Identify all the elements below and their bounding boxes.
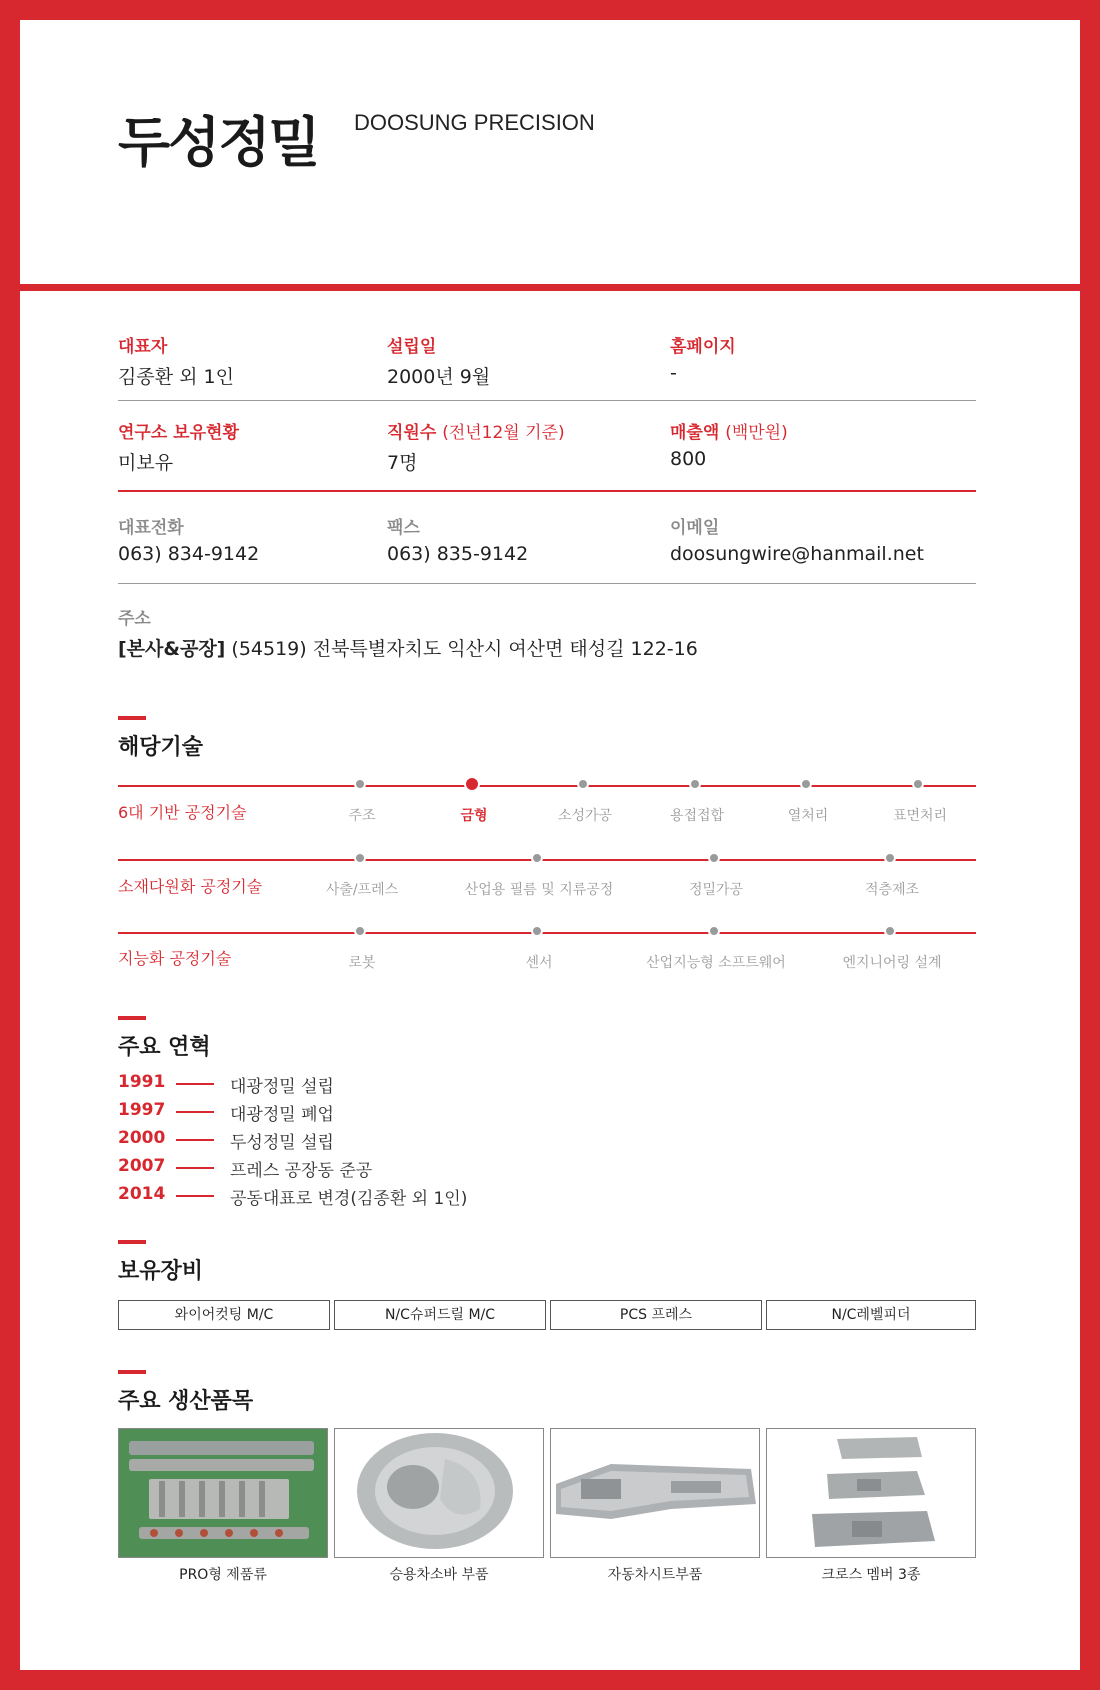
product-caption: PRO형 제품류 (179, 1567, 267, 1583)
tech-item-label: 엔지니어링 설계 (842, 955, 942, 971)
tech-dot (912, 778, 924, 790)
staff-value: 7명 (387, 452, 418, 474)
fax-value: 063) 835-9142 (387, 543, 529, 565)
equipment-item: PCS 프레스 (550, 1300, 762, 1330)
products-section-mark (118, 1370, 146, 1374)
tech-item-label: 용접접합 (669, 808, 725, 824)
tech-dot (708, 852, 720, 864)
product-caption: 크로스 멤버 3종 (821, 1567, 921, 1583)
homepage-value: - (670, 362, 677, 384)
info-divider-3 (118, 583, 976, 584)
tech-dot (531, 852, 543, 864)
tech-dot (531, 925, 543, 937)
sales-label (670, 418, 788, 443)
tech-item-label: 소성가공 (557, 808, 613, 824)
tech-row-line (118, 932, 976, 934)
ceo-label: 대표자 (118, 337, 168, 357)
tech-item-label: 산업지능형 소프트웨어 (646, 955, 786, 971)
tech-item-label: 금형 (460, 808, 488, 824)
history-year: 2000 (118, 1128, 166, 1148)
tech-item-label: 센서 (525, 955, 553, 971)
tech-dot (354, 852, 366, 864)
tech-item-label: 정밀가공 (688, 882, 744, 898)
history-year: 2007 (118, 1156, 166, 1176)
staff-label-main: 직원수 (387, 423, 437, 443)
tech-dot (354, 925, 366, 937)
frame-right (1080, 0, 1100, 1690)
equipment-section-title: 보유장비 (118, 1259, 204, 1284)
tech-row1-label: 6대 기반 공정기술 (118, 803, 247, 822)
founded-value: 2000년 9월 (387, 366, 491, 388)
tech-row-line (118, 785, 976, 787)
email-label: 이메일 (670, 518, 720, 538)
staff-label-sub: (전년12월 기준) (442, 423, 565, 443)
tech-dot (464, 776, 480, 792)
history-dash (176, 1111, 214, 1113)
frame-top (0, 0, 1100, 20)
info-divider-1 (118, 400, 976, 401)
history-dash (176, 1195, 214, 1197)
equipment-item: 와이어컷팅 M/C (118, 1300, 330, 1330)
product-image-3 (550, 1428, 760, 1558)
tech-dot (689, 778, 701, 790)
tech-item-label: 표면처리 (892, 808, 948, 824)
history-section-title: 주요 연혁 (118, 1035, 211, 1060)
tech-row-line (118, 859, 976, 861)
phone-label: 대표전화 (118, 518, 184, 538)
tech-dot (577, 778, 589, 790)
history-year: 1991 (118, 1072, 166, 1092)
equipment-section-mark (118, 1240, 146, 1244)
tech-item-label: 적층제조 (864, 882, 920, 898)
tech-dot (708, 925, 720, 937)
equipment-item: N/C레벨피더 (766, 1300, 976, 1330)
tech-row3-label: 지능화 공정기술 (118, 949, 232, 968)
address-text: (54519) 전북특별자치도 익산시 여산면 태성길 122-16 (231, 638, 698, 660)
history-dash (176, 1167, 214, 1169)
frame-bottom (0, 1670, 1100, 1690)
product-image-1 (118, 1428, 328, 1558)
sales-value: 800 (670, 448, 707, 470)
history-section-mark (118, 1016, 146, 1020)
history-dash (176, 1083, 214, 1085)
history-text: 대광정밀 설립 (230, 1077, 334, 1097)
equipment-item: N/C슈퍼드릴 M/C (334, 1300, 546, 1330)
founded-label: 설립일 (387, 337, 437, 357)
staff-label (387, 418, 565, 443)
company-name: 두성정밀 (118, 111, 319, 174)
tech-item-label: 산업용 필름 및 지류공정 (464, 882, 614, 898)
tech-item-label: 사출/프레스 (325, 882, 399, 898)
history-text: 두성정밀 설립 (230, 1133, 334, 1153)
history-dash (176, 1139, 214, 1141)
lab-value: 미보유 (118, 452, 174, 474)
tech-item-label: 로봇 (348, 955, 376, 971)
history-text: 프레스 공장동 준공 (230, 1161, 373, 1181)
tech-section-mark (118, 716, 146, 720)
tech-section-title: 해당기술 (118, 735, 204, 760)
products-section-title: 주요 생산품목 (118, 1389, 254, 1414)
tech-item-label: 열처리 (787, 808, 829, 824)
fax-label: 팩스 (387, 518, 420, 538)
address-value (118, 634, 698, 661)
email-value: doosungwire@hanmail.net (670, 543, 924, 565)
address-label: 주소 (118, 609, 151, 629)
history-text: 대광정밀 폐업 (230, 1105, 334, 1125)
header-divider (20, 284, 1080, 291)
ceo-value: 김종환 외 1인 (118, 366, 234, 388)
frame-left (0, 0, 20, 1690)
phone-value: 063) 834-9142 (118, 543, 260, 565)
sales-label-main: 매출액 (670, 423, 720, 443)
homepage-label: 홈페이지 (670, 337, 736, 357)
lab-label: 연구소 보유현황 (118, 423, 239, 443)
product-caption: 승용차소바 부품 (389, 1567, 489, 1583)
sales-label-sub: (백만원) (725, 423, 788, 443)
product-caption: 자동차시트부품 (607, 1567, 703, 1583)
company-name-en: DOOSUNG PRECISION (354, 110, 595, 135)
address-prefix: [본사&공장] (118, 638, 226, 660)
product-image-4 (766, 1428, 976, 1558)
tech-dot (354, 778, 366, 790)
history-year: 1997 (118, 1100, 166, 1120)
history-year: 2014 (118, 1184, 166, 1204)
product-image-2 (334, 1428, 544, 1558)
tech-dot (884, 852, 896, 864)
tech-item-label: 주조 (348, 808, 376, 824)
tech-dot (884, 925, 896, 937)
info-divider-2 (118, 490, 976, 492)
tech-dot (800, 778, 812, 790)
history-text: 공동대표로 변경(김종환 외 1인) (230, 1189, 468, 1209)
tech-row2-label: 소재다원화 공정기술 (118, 877, 263, 896)
